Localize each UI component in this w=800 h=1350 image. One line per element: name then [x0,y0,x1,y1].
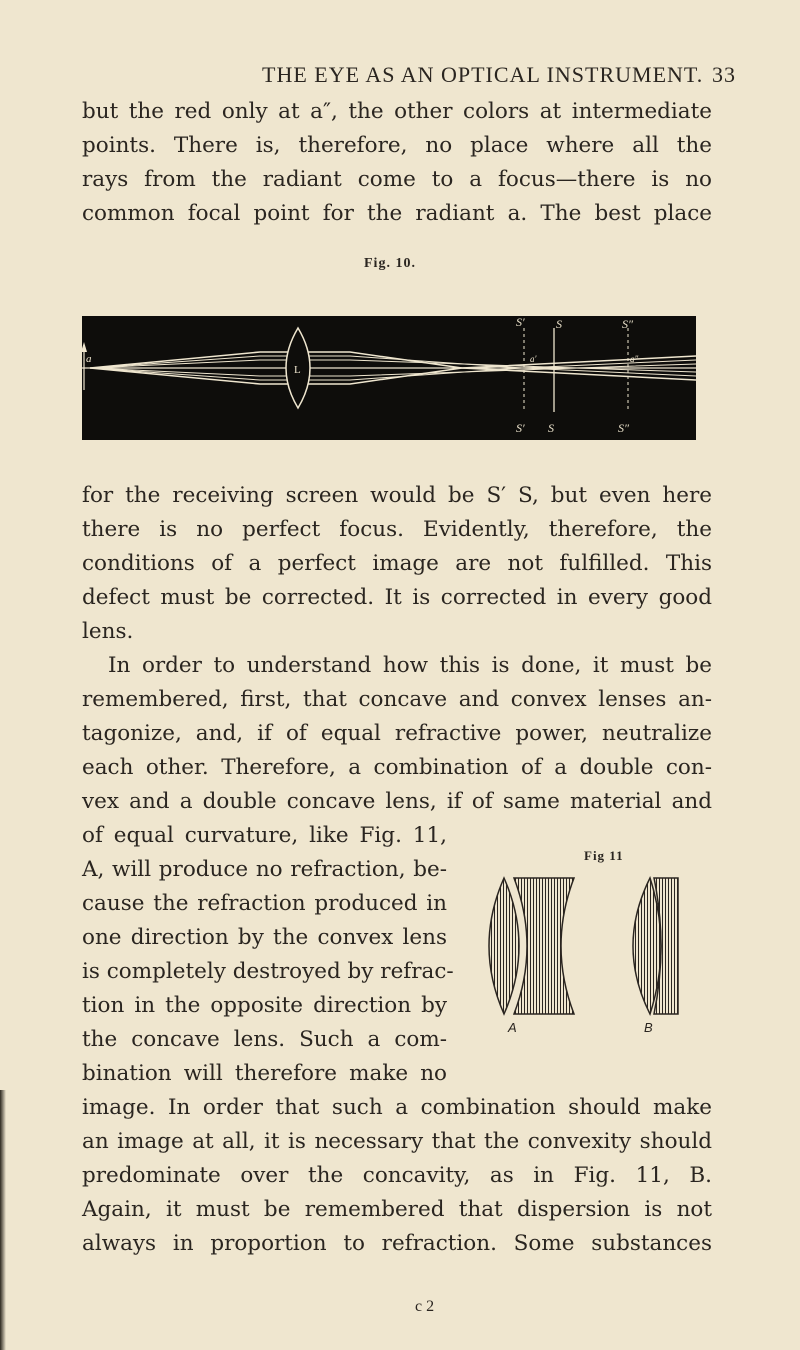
label-l: L [294,364,301,376]
label-a: a [86,353,92,365]
text-line: of equal curvature, like Fig. 11, [82,823,447,848]
text-line: common focal point for the radiant a. The best place [82,201,712,226]
text-line: each other. Therefore, a combination of a double con- [82,755,712,780]
label-fig11-a: A [508,1020,517,1035]
label-fig11-b: B [644,1020,653,1035]
text-line: image. In order that such a combination should make [82,1095,712,1120]
text-line: remembered, first, that concave and convex lenses an- [82,687,712,712]
figure-11-caption: Fig 11 [584,848,624,863]
text-line: tagonize, and, if of equal refractive power, neutralize [82,721,712,746]
text-line: bination will therefore make no [82,1061,447,1086]
text-line: rays from the radiant come to a focus—there is no [82,167,712,192]
signature-mark: c 2 [415,1298,435,1315]
text-line: A, will produce no refraction, be- [82,857,447,882]
text-line: tion in the opposite direction by [82,993,447,1018]
label-s-dprime-top: S″ [622,317,633,331]
figure-10-caption: Fig. 10. [364,256,416,271]
text-line: an image at all, it is necessary that the convexity should [82,1129,712,1154]
text-line: conditions of a perfect image are not fulfilled. This [82,551,712,576]
label-s-prime-bottom: S′ [516,421,525,435]
figure-10-diagram [82,316,696,440]
text-line: the concave lens. Such a com- [82,1027,447,1052]
text-line: but the red only at a″, the other colors at intermediate [82,99,712,124]
text-line: points. There is, therefore, no place where all the [82,133,712,158]
label-a-prime: a′ [530,354,537,364]
text-line: In order to understand how this is done, it must be [108,653,712,678]
label-s-dprime-bottom: S″ [618,421,629,435]
text-line: is completely destroyed by refrac- [82,959,454,984]
text-line: there is no perfect focus. Evidently, therefore, the [82,517,712,542]
text-line: always in proportion to refraction. Some substances [82,1231,712,1256]
label-s-prime-top: S′ [516,316,525,329]
page-edge-shadow [0,1090,6,1350]
text-line: predominate over the concavity, as in Fig. 11, B. [82,1163,712,1188]
text-line: one direction by the convex lens [82,925,447,950]
text-line: defect must be corrected. It is corrected in every good [82,585,712,610]
label-a-dprime: a″ [630,354,639,364]
page-header [0,62,800,92]
figure-11-diagram [466,870,686,1070]
text-line: Again, it must be remembered that dispersion is not [82,1197,712,1222]
page-number: 33 [712,62,736,87]
label-s-bottom: S [548,421,554,435]
text-line: for the receiving screen would be S′ S, but even here [82,483,712,508]
label-s-top: S [556,317,562,331]
running-title: THE EYE AS AN OPTICAL INSTRUMENT. [262,62,704,87]
text-line: lens. [82,619,134,644]
text-line: cause the refraction produced in [82,891,447,916]
text-line: vex and a double concave lens, if of same material and [82,789,712,814]
